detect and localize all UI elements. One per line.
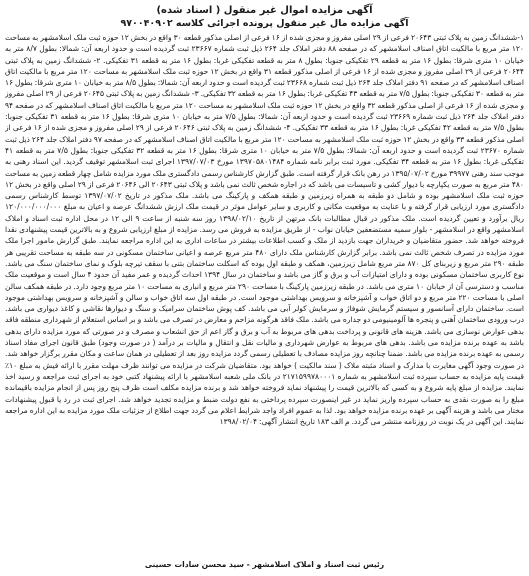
notice-subtitle: آگهی مزایده مال غیر منقول پرونده اجرائی کلاسه ۹۷۰۰۴۰۹۰۲ [120,18,409,29]
notice-body: ۱-ششدانگ زمین به پلاک ثبتی ۲۰۶۴۳ فرعی از ۲۹ اصلی مفروز و مجزی شده از ۱۶ فرعی از اصلی مذکور قطعه ۳۰ واقع در بخش ۱۲ حوزه ثبت ملک اسلامشهر به مساحت ۱۲۰ متر مربع با مالکیت اتاق اصناف اسلامشهر که در صفحه ۸۸ دفتر املاک جلد ۲۶۴ ذیل ثبت شماره ۲۳۶۶۷ ثبت گردیده است و حدود اربعه آن: شمالا: بطول ۸/۷ متر به خیابان ۱۰ متری شرقا: بطول ۱۶ متر به قطعه ۲۹ تفکیکی جنوبا: بطول ۸ متر به قطعه تفکیکی غربا: بطول ۱۶ متر به قطعه ۳۱ تفکیکی. ۲- ششدانگ زمین به پلاک ثبتی ۲۰۶۴۴ فرعی از ۲۹ اصلی مفروز و مجزی شده از ۱۶ فرعی از اصلی مذکور قطعه ۳۱ واقع در بخش ۱۲ حوزه ثبت ملک اسلامشهر به مساحت ۱۲۰ متر مربع با مالکیت اتاق اصناف اسلامشهر که در صفحه ۹۱ دفتر املاک جلد ۲۶۴ ذیل ثبت شماره ۲۳۶۶۸ ثبت گردیده است و حدود اربعه آن: شمالا: بطول ۸/۵ متر به خیابان ۱۰ متری شرقا: بطول ۱۶ متر به قطعه ۳۰ تفکیکی جنوبا: بطول ۷/۵ متر به قطعه ۴۳ تفکیکی غربا: بطول ۱۶ متر به قطعه ۳۲ تفکیکی. ۳- ششدانگ زمین به پلاک ثبتی ۲۰۶۴۵ فرعی از ۲۹ اصلی مفروز و مجزی شده از ۱۶ فرعی از اصلی مذکور قطعه ۳۲ واقع در بخش ۱۲ حوزه ثبت ملک اسلامشهر به مساحت ۱۲۰ متر مربع با مالکیت اتاق اصناف اسلامشهر که در صفحه ۹۴ دفتر املاک جلد ۲۶۴ ذیل ثبت شماره ۲۳۶۶۹ ثبت گردیده است و حدود اربعه آن: شمالا: بطول ۷/۵ متر به خیابان ۱۰ متری شرقا: بطول ۱۶ متر به قطعه ۳۱ تفکیکی جنوبا: بطول ۷/۵ متر به قطعه ۴۲ تفکیکی غربا: بطول ۱۶ متر به قطعه ۳۳ تفکیکی. ۴- ششدانگ زمین به پلاک ثبتی ۲۰۶۴۶ فرعی از ۲۹ اصلی مفروز و مجزی شده از ۱۶ فرعی از اصلی مذکور قطعه ۳۳ واقع در بخش ۱۲ حوزه ثبت ملک اسلامشهر به مساحت ۱۲۰ متر مربع با مالکیت اتاق اصناف اسلامشهر که در صفحه ۹۷ دفتر املاک جلد ۲۶۴ ذیل ثبت شماره ۲۳۶۷۰ ثبت گردیده است و حدود اربعه آن: شمالا: بطول ۷/۵ متر به خیابان ۱۰ متری شرقا: بطول ۱۶ متر به قطعه ۳۲ تفکیکی جنوبا: بطول ۷/۵ متر به قطعه ۴۱ تفکیکی غربا: بطول ۱۶ متر به قطعه ۳۴ تفکیکی. مورد ثبت برابر نامه شماره ۱۳۹۷۰۵۸۰۱۴۸۴ مورخ ۱۳۹۷/۰۷/۰۳ اجرای ثبت اسلامشهر توقیف گردید. این اسناد رهنی به موجب سند رهنی ۳۹۹۷۷ مورخ ۱۳۹۵/۰۷/۰۲ در رهن بانک قرار گرفته است. طبق گزارش کارشناس رسمی دادگستری ملک مورد مزایده شامل چهار قطعه زمین به مساحت ۴۸۰ متر مربع به صورت یکپارچه با دیوار کشی و تاسیسات می باشد که در اجاره شخص ثالث نمی باشد و پلاک ثبتی ۲۰۶۴۳ الی ۲۰۶۴۶ فرعی از ۲۹ اصلی واقع در بخش ۱۲ حوزه ثبت ملک اسلامشهر بوده و شامل دو طبقه به همراه زیرزمین و طبقه همکف و پارکینگ می باشد. ملک مذکور در تاریخ ۱۳۹۷/۰۷/۰۲ توسط کارشناس رسمی دادگستری مورد ارزیابی قرار گرفته و با عنایت به موقعیت مکانی و کاربری و سایر عوامل موثر در قیمت ملک ارزش ششدانگ عرصه و اعیان به مبلغ ۱۲۰/۰۰۰/۰۰۰/۰۰۰ ریال برآورد و تعیین گردیده است. ملک مذکور در قبال مطالبات بانک مرتهن از تاریخ ۱۳۹۸/۰۲/۱۰ روز سه شنبه از ساعت ۹ الی ۱۲ در محل اداره ثبت اسناد و املاک اسلامشهر واقع در اسلامشهر - بلوار سمیه مستضعفین خیابان نواب - از طریق مزایده به فروش می رسد. مزایده از مبلغ ارزیابی شروع و به بالاترین قیمت پیشنهادی نقدا فروخته خواهد شد. حضور متقاضیان و خریداران جهت بازدید از ملک و کسب اطلاعات بیشتر در ساعات اداری به این اداره مراجعه نمایند. طبق گزارش مامور اجرا ملک مورد مزایده در تصرف شخص ثالث نمی باشد. برابر گزارش کارشناس ملک دارای ۴۸۰ متر مربع عرصه و اعیانی ساختمان مسکونی در سه طبقه به مساحت تقریبی هر طبقه ۲۹۰ متر مربع و زیربنای کل ۸۷۰ متر مربع شامل زیرزمین، همکف و طبقه اول بوده که اسکلت ساختمان بتنی با سقف تیرچه بلوک و نمای ساختمان سنگ می باشد. نوع کاربری ساختمان مسکونی بوده و دارای امتیازات آب و برق و گاز می باشد و ساختمان در سال ۱۳۹۴ احداث گردیده و عمر مفید آن حدود ۴ سال است و موقعیت ملک مناسب و دسترسی آن از خیابان ۱۰ متری می باشد. در طبقه زیرزمین پارکینگ با مساحت ۲۹۰ متر مربع و انباری به مساحت ۱۰ متر مربع وجود دارد. در طبقه همکف سالن اصلی با مساحت ۲۲۰ متر مربع و دو اتاق خواب و آشپزخانه و سرویس بهداشتی موجود است. در طبقه اول سه اتاق خواب و سالن و آشپزخانه و سرویس بهداشتی موجود است. ساختمان دارای آسانسور و سیستم گرمایش شوفاژ و سرمایش کولر آبی می باشد. کف پوش ساختمان سرامیک و سنگ و دیوارها نقاشی و کاغذ دیواری می باشد. درب ورودی ساختمان آهنی و پنجره ها آلومینیومی دو جداره می باشد. ملک فاقد هرگونه مزاحم و معارض در تصرف می باشد و بر اساس استعلام از شهرداری منطقه فاقد بدهی عوارض نوسازی می باشد. هزینه های قانونی و پرداخت بدهی های مربوط به آب و برق و گاز اعم از حق انشعاب و مصرف و در صورتی که مورد مزایده دارای بدهی باشد به عهده برنده مزایده می باشد. بدهی های مربوط به عوارض شهرداری و مالیات نقل و انتقال و مالیات بر درآمد ( در صورت وجود) طبق قانون اجرای مفاد اسناد رسمی به عهده برنده مزایده می باشد. ضمنا چنانچه روز مزایده مصادف با تعطیلی رسمی گردد مزایده روز بعد از تعطیلی در همان ساعت و مکان مقرر برگزار خواهد شد. در صورت وجود آگهی مغایرت با مدارک و اسناد مثبته ملاک ( سند مالکیت ) خواهد بود. متقاضیان شرکت در مزایده می توانند ظرف مهلت مقرر با ارائه فیش به مبلغ ۱۰٪ قیمت پایه مزایده به حساب سپرده ثبت اسلامشهر به شماره ۲۱۷۱۵۹۹۷۸۰۰۰۱ در بانک ملی شعبه اسلامشهر با ارائه پیشنهاد کتبی خود به اجرای ثبت مراجعه و رسید اخذ نمایند. مزایده از مبلغ پایه شروع و به کسی که بالاترین قیمت را پیشنهاد نماید فروخته خواهد شد و برنده مزایده مکلف است ظرف پنج روز پس از انجام مزایده باقیمانده مبلغ را به صورت نقدی به حساب سپرده واریز نماید در غیر اینصورت سپرده پرداختی به نفع دولت ضبط و مزایده تجدید خواهد شد. اجرای ثبت در رد یا قبول پیشنهادات مختار می باشد و هزینه آگهی بر عهده برنده مزایده خواهد بود. لذا به عموم افراد واجد شرایط اعلام می گردد جهت اطلاع از جزئیات ملک مورد مزایده به این اداره مراجعه نمایند. این آگهی در یک نوبت در روزنامه منتشر می گردد. م الف ۱۸۳ تاریخ انتشار آگهی: ۱۳۹۸/۰۲/۰۴ [5,33,524,427]
notice-body-container [5,32,524,552]
notice-title: آگهی مزایده اموال غیر منقول ( اسناد شده) [156,5,373,16]
notice-signature: رئیس ثبت اسناد و املاک اسلامشهر - سید محسن سادات حسینی [144,560,385,569]
